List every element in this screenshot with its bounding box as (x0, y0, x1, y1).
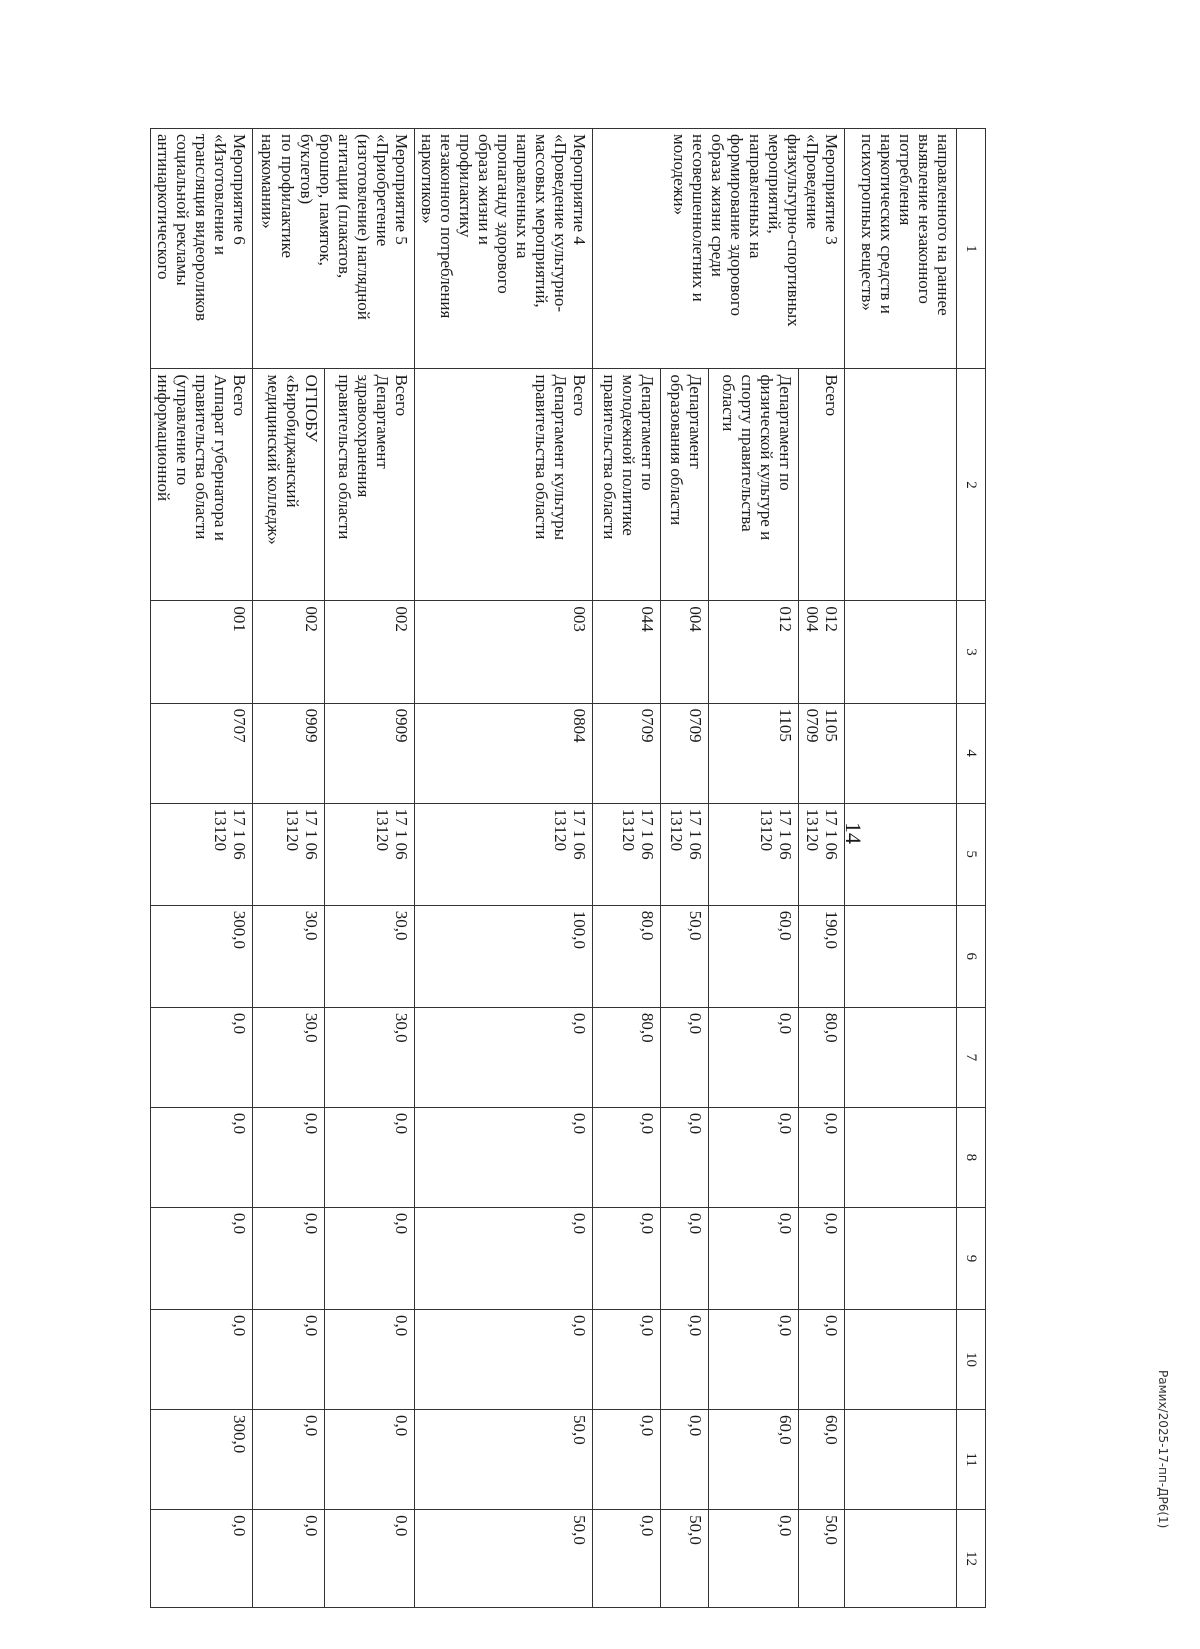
budget-table (150, 128, 986, 1608)
table-row (845, 129, 957, 1608)
cell-activity: Мероприятие 3 «Проведение физкультурно-спортивных мероприятий, направленных на формирование здорового образа жизни среди несовершеннолетних и молодежи» (593, 129, 845, 369)
cell-executor: Департамент по физической культуре и спорту правительства области (709, 369, 799, 601)
cell (845, 1310, 957, 1410)
cell: 0,0 (593, 1207, 661, 1309)
cell: 50,0 (661, 1510, 709, 1608)
cell: 0,0 (661, 1207, 709, 1309)
cell: 50,0 (799, 1510, 845, 1608)
cell: 0,0 (150, 1007, 252, 1107)
col-header: 8 (957, 1107, 986, 1207)
col-header: 12 (957, 1510, 986, 1608)
cell: 0,0 (709, 1007, 799, 1107)
cell: 17 1 06 13120 (252, 803, 324, 905)
cell-executor: ОГПОБУ «Биробиджанский медицинский колледж» (252, 369, 324, 601)
cell: 004 (661, 601, 709, 703)
table-row (150, 129, 252, 1608)
rotated-table-container (106, 128, 986, 1608)
cell (845, 1510, 957, 1608)
document-code: Рамих/2025-17-пп-ДР6(1) (1156, 1370, 1170, 1529)
cell: 0,0 (324, 1207, 414, 1309)
cell: 003 (414, 601, 592, 703)
cell: 17 1 06 13120 (661, 803, 709, 905)
cell: 17 1 06 13120 (593, 803, 661, 905)
cell: 50,0 (661, 905, 709, 1007)
cell (845, 803, 957, 905)
cell: 0,0 (252, 1207, 324, 1309)
cell (845, 1207, 957, 1309)
cell: 60,0 (709, 905, 799, 1007)
cell: 0,0 (709, 1310, 799, 1410)
cell: 0,0 (252, 1310, 324, 1410)
cell: 012 004 (799, 601, 845, 703)
cell: 0,0 (661, 1007, 709, 1107)
cell-activity: Мероприятие 5 «Приобретение (изготовление) наглядной агитации (плакатов, брошюр, памяток, буклетов) по профилактике наркомании» (252, 129, 414, 369)
cell: 50,0 (414, 1510, 592, 1608)
cell: 0,0 (661, 1310, 709, 1410)
cell: 0,0 (709, 1510, 799, 1608)
cell: 0,0 (252, 1510, 324, 1608)
cell: 044 (593, 601, 661, 703)
col-header: 10 (957, 1310, 986, 1410)
cell-executor: Всего (799, 369, 845, 601)
table-row (414, 129, 592, 1608)
cell: 190,0 (799, 905, 845, 1007)
cell: 30,0 (324, 905, 414, 1007)
cell: 1105 (709, 703, 799, 803)
header-row (957, 129, 986, 1608)
col-header: 1 (957, 129, 986, 369)
cell-executor (845, 369, 957, 601)
cell: 0,0 (324, 1410, 414, 1510)
cell: 0,0 (414, 1310, 592, 1410)
cell: 012 (709, 601, 799, 703)
col-header: 7 (957, 1007, 986, 1107)
cell-executor: Всего Департамент культуры правительства области (414, 369, 592, 601)
cell: 17 1 06 13120 (150, 803, 252, 905)
cell: 80,0 (593, 905, 661, 1007)
col-header: 9 (957, 1207, 986, 1309)
cell: 100,0 (414, 905, 592, 1007)
cell: 0,0 (661, 1410, 709, 1510)
cell: 17 1 06 13120 (709, 803, 799, 905)
cell: 0,0 (324, 1510, 414, 1608)
cell: 300,0 (150, 1410, 252, 1510)
cell: 0,0 (709, 1107, 799, 1207)
cell: 17 1 06 13120 (799, 803, 845, 905)
cell: 001 (150, 601, 252, 703)
cell: 0,0 (324, 1310, 414, 1410)
cell: 30,0 (252, 905, 324, 1007)
cell: 0,0 (252, 1410, 324, 1510)
cell-executor: Департамент образования области (661, 369, 709, 601)
cell: 80,0 (593, 1007, 661, 1107)
cell: 0,0 (799, 1207, 845, 1309)
cell: 0,0 (709, 1207, 799, 1309)
cell: 0,0 (593, 1410, 661, 1510)
cell: 80,0 (799, 1007, 845, 1107)
cell: 50,0 (414, 1410, 592, 1510)
cell (845, 1007, 957, 1107)
cell: 0,0 (414, 1107, 592, 1207)
cell: 0,0 (150, 1207, 252, 1309)
cell-executor: Департамент по молодежной политике правительства области (593, 369, 661, 601)
cell: 0,0 (799, 1310, 845, 1410)
cell: 0,0 (593, 1510, 661, 1608)
col-header: 2 (957, 369, 986, 601)
cell: 30,0 (252, 1007, 324, 1107)
cell (845, 601, 957, 703)
cell: 0909 (252, 703, 324, 803)
table-row (799, 129, 845, 1608)
cell: 0,0 (150, 1510, 252, 1608)
cell (845, 703, 957, 803)
cell: 002 (324, 601, 414, 703)
cell: 1105 0709 (799, 703, 845, 803)
col-header: 11 (957, 1410, 986, 1510)
cell-activity: Мероприятие 4 «Проведение культурно- массовых мероприятий, направленных на пропаганду здорового образа жизни и профилактику незаконного потребления наркотиков» (414, 129, 592, 369)
cell: 0804 (414, 703, 592, 803)
cell-executor: Всего Департамент здравоохранения правительства области (324, 369, 414, 601)
cell (845, 1107, 957, 1207)
cell: 0,0 (414, 1007, 592, 1107)
cell: 60,0 (799, 1410, 845, 1510)
cell (845, 905, 957, 1007)
cell: 0707 (150, 703, 252, 803)
page-number: 14 (841, 822, 866, 844)
table-row (324, 129, 414, 1608)
cell: 0,0 (414, 1207, 592, 1309)
cell-executor: Всего Аппарат губернатора и правительства области (управление по информационной (150, 369, 252, 601)
col-header: 4 (957, 703, 986, 803)
cell: 0,0 (593, 1310, 661, 1410)
cell: 002 (252, 601, 324, 703)
cell: 60,0 (709, 1410, 799, 1510)
cell: 300,0 (150, 905, 252, 1007)
cell: 0,0 (593, 1107, 661, 1207)
cell (845, 1410, 957, 1510)
cell: 30,0 (324, 1007, 414, 1107)
cell: 0,0 (252, 1107, 324, 1207)
cell: 0,0 (150, 1310, 252, 1410)
cell: 0,0 (150, 1107, 252, 1207)
cell: 0,0 (324, 1107, 414, 1207)
cell: 0709 (593, 703, 661, 803)
col-header: 5 (957, 803, 986, 905)
col-header: 6 (957, 905, 986, 1007)
cell-activity: направленного на раннее выявление незаконного потребления наркотических средств и психотропных веществ» (845, 129, 957, 369)
cell: 0909 (324, 703, 414, 803)
cell: 17 1 06 13120 (414, 803, 592, 905)
cell: 0709 (661, 703, 709, 803)
col-header: 3 (957, 601, 986, 703)
cell: 17 1 06 13120 (324, 803, 414, 905)
cell: 0,0 (661, 1107, 709, 1207)
cell: 0,0 (799, 1107, 845, 1207)
cell-activity: Мероприятие 6 «Изготовление и трансляция видеороликов социальной рекламы антинаркотического (150, 129, 252, 369)
